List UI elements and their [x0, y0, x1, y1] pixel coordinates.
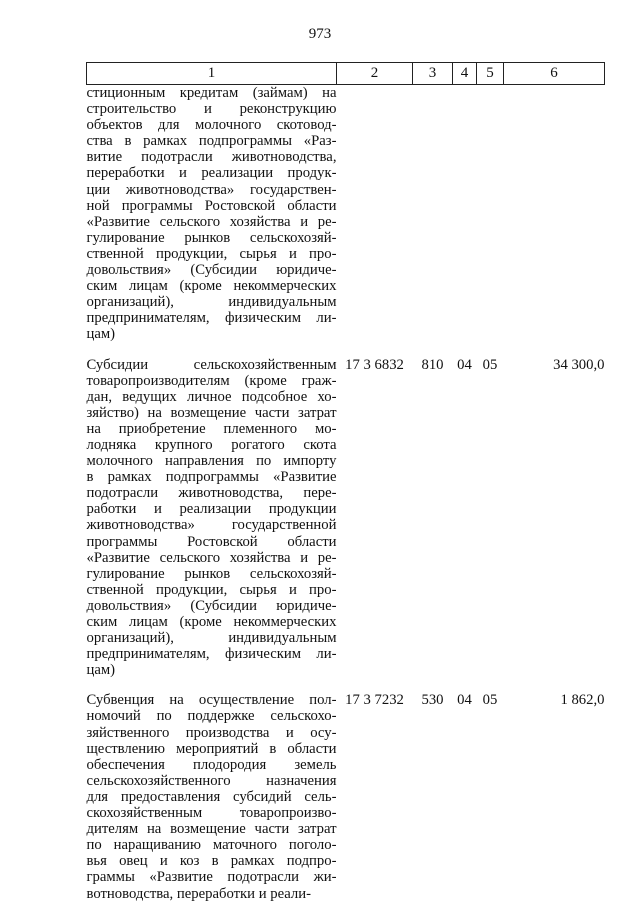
description-line: переработки и реализации продук- [86, 165, 337, 182]
description-line: Субвенция на осуществление пол- [86, 692, 337, 709]
target-article-code: 17 3 6832 [345, 356, 404, 373]
description-line: ским лицам (кроме некоммерческих [86, 614, 337, 630]
table-row [87, 357, 605, 679]
row-description [87, 357, 337, 679]
description-line: гулирование рынков сельскохозяй- [86, 565, 337, 582]
description-line: граммы «Развитие подотрасли жи- [86, 869, 337, 886]
description-line: гулирование рынков сельскохозяй- [86, 229, 337, 246]
description-line: в рамках подпрограммы «Развитие [86, 469, 337, 486]
row-spacer [87, 343, 605, 357]
description-line: обеспечения плодородия земель [86, 756, 337, 773]
description-line: витие подотрасли животноводства, [86, 149, 337, 166]
description-line: ства в рамках подпрограммы «Раз- [86, 133, 337, 150]
description-line: довольствия» (Субсидии юридиче- [86, 262, 337, 279]
header-col-3: 3 [413, 63, 453, 85]
description-line: скохозяйственным товаропроизво- [86, 805, 337, 822]
description-line: ским лицам (кроме некоммерческих [86, 278, 337, 295]
description-line: программы Ростовской области [86, 533, 337, 550]
subsection-code [477, 85, 504, 343]
section-code: 04 [457, 692, 472, 709]
amount [504, 85, 605, 343]
description-line: ной программы Ростовской области [86, 197, 337, 214]
description-line: работки и реализации продукции [86, 501, 337, 518]
description-line: ственной продукции, сырья и про- [86, 245, 337, 262]
description-line: по наращиванию маточного поголо- [86, 837, 337, 854]
budget-table [86, 62, 605, 902]
description-line: довольствия» (Субсидии юридиче- [86, 597, 337, 614]
description-line: вотноводства, переработки и реали- [86, 885, 311, 902]
section-code: 04 [457, 356, 472, 373]
description-line: цам) [86, 662, 116, 679]
row-description [87, 85, 337, 343]
description-line: «Развитие сельского хозяйства и ре- [86, 213, 337, 230]
description-line: Субсидии сельскохозяйственным [86, 356, 337, 373]
description-line: «Развитие сельского хозяйства и ре- [86, 549, 337, 566]
row-spacer [87, 678, 605, 692]
description-line: строительство и реконструкцию [86, 101, 337, 118]
description-line: для предоставления субсидий сель- [86, 788, 337, 805]
table-row [87, 692, 605, 901]
expense-type-code [413, 85, 453, 343]
subsection-code: 05 [482, 356, 498, 373]
description-line: товаропроизводителям (кроме граж- [86, 372, 337, 389]
description-line: предпринимателям, физическим ли- [86, 310, 337, 327]
column-number-header [87, 63, 605, 85]
description-line: молочного направления по импорту [86, 453, 337, 470]
description-line: животноводства» государственной [86, 517, 337, 534]
header-col-1: 1 [87, 63, 337, 85]
target-article-code [337, 85, 413, 343]
table-row [87, 85, 605, 343]
header-col-2: 2 [337, 63, 413, 85]
description-line: цам) [86, 326, 116, 343]
description-line: на приобретение племенного мо- [86, 420, 337, 437]
description-line: вья овец и коз в рамках подпро- [86, 853, 337, 870]
description-line: дителям на возмещение части затрат [86, 821, 337, 838]
header-col-6: 6 [504, 63, 605, 85]
page-number: 973 [308, 26, 332, 42]
subsection-code: 05 [482, 692, 498, 709]
amount: 1 862,0 [560, 692, 605, 709]
description-line: организаций), индивидуальным [86, 294, 337, 311]
description-line: подотрасли животноводства, пере- [86, 485, 337, 502]
target-article-code: 17 3 7232 [345, 692, 404, 709]
header-col-5: 5 [477, 63, 504, 85]
section-code [453, 85, 477, 343]
description-line: лодняка крупного рогатого скота [86, 436, 337, 453]
description-line: предпринимателям, физическим ли- [86, 646, 337, 663]
row-description [87, 692, 337, 901]
description-line: ственной продукции, сырья и про- [86, 581, 337, 598]
expense-type-code: 530 [421, 692, 444, 709]
description-line: стиционным кредитам (займам) на [86, 85, 337, 101]
expense-type-code: 810 [421, 356, 444, 373]
amount: 34 300,0 [553, 356, 605, 373]
header-col-4: 4 [453, 63, 477, 85]
description-line: сельскохозяйственного назначения [86, 772, 337, 789]
description-line: зяйство) на возмещение части затрат [86, 404, 337, 421]
description-line: ществлению мероприятий в области [86, 740, 337, 757]
description-line: зяйственного производства и осу- [86, 724, 337, 741]
description-line: номочий по поддержке сельскохо- [86, 708, 337, 725]
description-line: дан, ведущих личное подсобное хо- [86, 388, 337, 405]
description-line: ции животноводства» государствен- [86, 181, 337, 198]
description-line: объектов для молочного скотовод- [86, 117, 337, 134]
description-line: организаций), индивидуальным [86, 630, 337, 647]
